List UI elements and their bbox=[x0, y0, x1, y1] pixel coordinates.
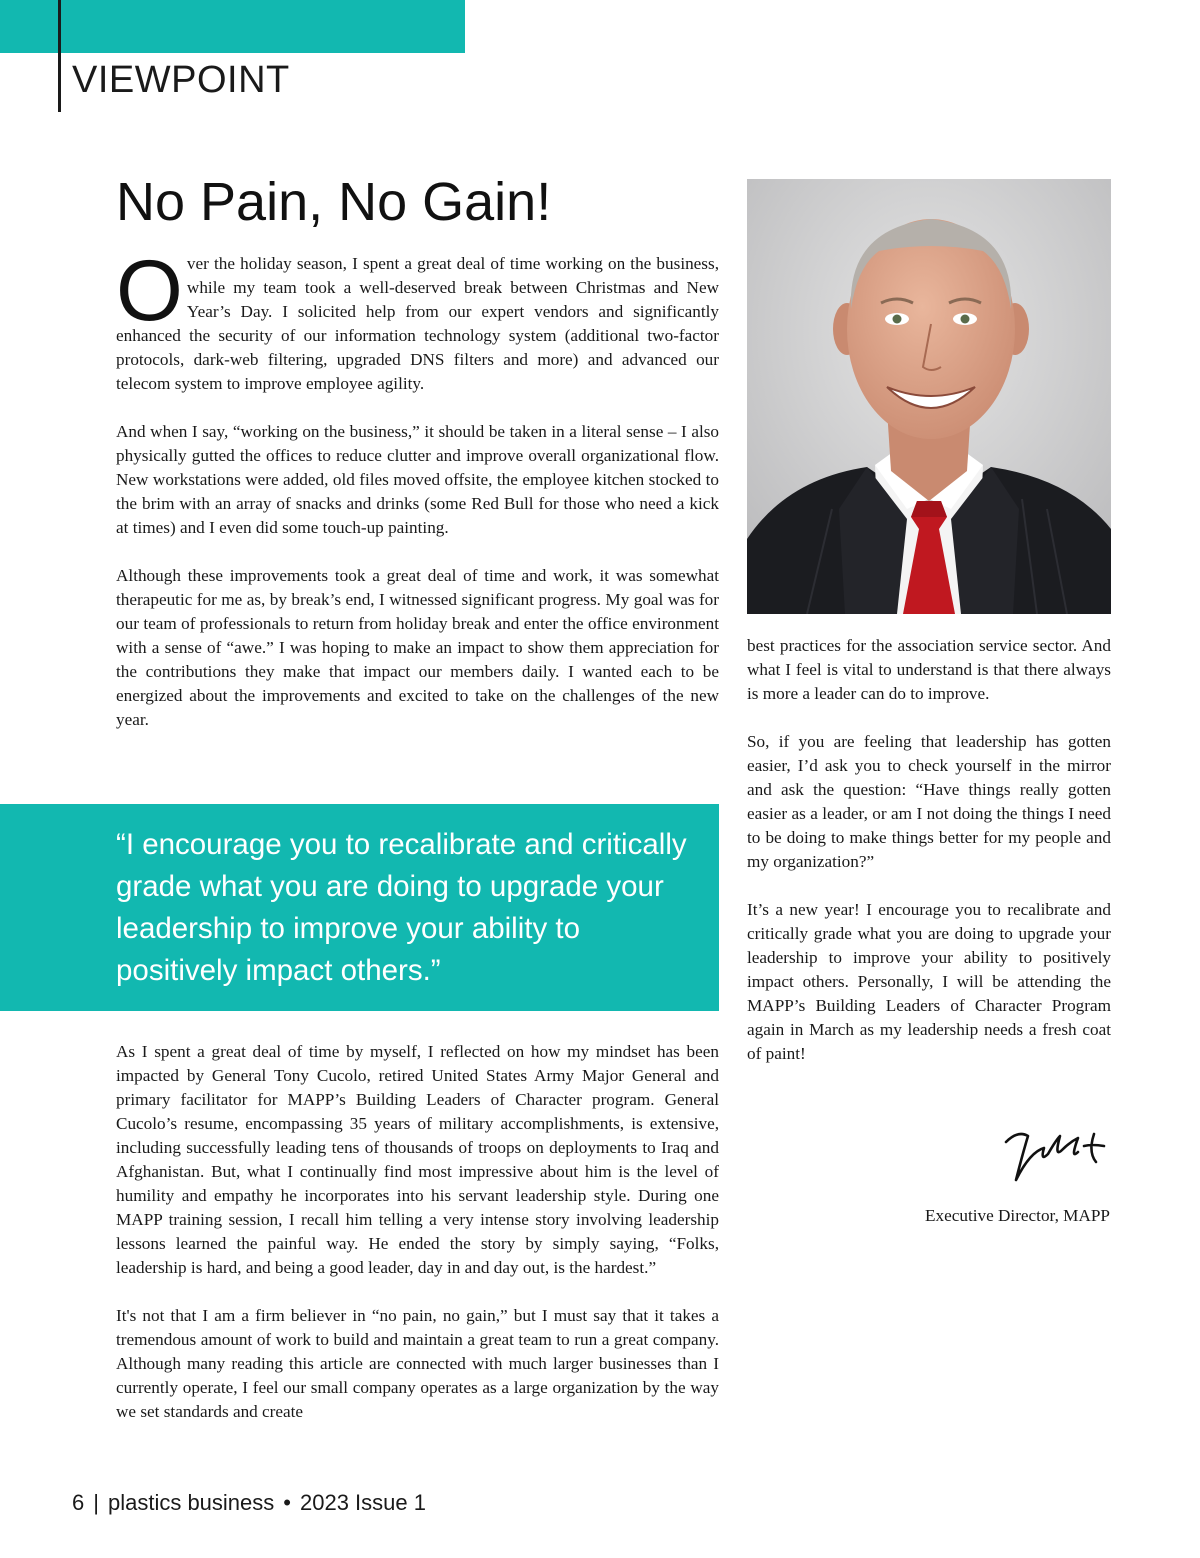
paragraph-8: It’s a new year! I encourage you to recalibrate and critically grade what you are doing to upgrade your leadership to improve your ability to positively impact others. Personally, I will be attending the MAPP’s Building Leaders of Character Program again in March as my leadership needs a fresh coat of paint! bbox=[747, 900, 1111, 1063]
left-column-top bbox=[116, 243, 719, 732]
pull-quote-text: “I encourage you to recalibrate and critically grade what you are doing to upgrade your leadership to improve your ability to positively impact others.” bbox=[116, 828, 687, 987]
paragraph-4: As I spent a great deal of time by myself, I reflected on how my mindset has been impacted by General Tony Cucolo, retired United States Army Major General and primary facilitator for MAPP’s Building Leaders of Character program. General Cucolo’s resume, encompassing 35 years of military accomplishments, is extensive, including successfully leading tens of thousands of troops on deployments to Iraq and Afghanistan. But, what I continually find most impressive about him is the level of humility and empathy he incorporates into his servant leadership style. During one MAPP training session, I recall him telling a very intense story involving leadership lessons learned the painful way. He ended the story by simply saying, “Folks, leadership is hard, and being a good leader, day in and day out, is the hardest.” bbox=[116, 1042, 719, 1277]
drop-cap: O bbox=[116, 243, 183, 339]
footer-bullet: • bbox=[283, 1490, 291, 1515]
section-label: VIEWPOINT bbox=[72, 59, 290, 101]
paragraph-5: It's not that I am a firm believer in “no pain, no gain,” but I must say that it takes a tremendous amount of work to build and maintain a great team to run a great company. Although many reading this article are connected with much larger businesses than I currently operate, I feel our small company operates as a large organization by the way we set standards and create bbox=[116, 1306, 719, 1421]
author-signoff: Executive Director, MAPP bbox=[925, 1206, 1110, 1225]
header-accent-bar bbox=[0, 0, 465, 53]
paragraph-3: Although these improvements took a great deal of time and work, it was somewhat therapeutic for me as, by break’s end, I witnessed significant progress. My goal was for our team of professionals to return from holiday break and enter the office environment with a sense of “awe.” I was hoping to make an impact to show them appreciation for the contributions they make that impact our members daily. I wanted each to be energized about the improvements and excited to take on the challenges of the new year. bbox=[116, 566, 719, 729]
intro-text: ver the holiday season, I spent a great deal of time working on the business, while my team took a well-deserved break between Christmas and New Year’s Day. I solicited help from our expert vendors and significantly enhanced the security of our information technology system (additional two-factor protocols, dark-web filtering, upgraded DNS filters and more) and advanced our telecom system to improve employee agility. bbox=[116, 254, 719, 393]
article-title: No Pain, No Gain! bbox=[116, 172, 552, 232]
paragraph-2: And when I say, “working on the business,” it should be taken in a literal sense – I also physically gutted the offices to reduce clutter and improve overall organizational flow. New workstations were added, old files moved offsite, the employee kitchen stocked to the brim with an array of snacks and drinks (some Red Bull for those who need a kick at times) and I even did some touch-up painting. bbox=[116, 422, 719, 537]
section-rule bbox=[58, 0, 61, 112]
left-column-bottom bbox=[116, 1040, 719, 1424]
footer-divider: | bbox=[93, 1490, 99, 1515]
issue-label: 2023 Issue 1 bbox=[299, 1490, 426, 1515]
paragraph-6: best practices for the association service sector. And what I feel is vital to understand is that there always is more a leader can do to improve. bbox=[747, 636, 1111, 703]
handwritten-signature bbox=[1000, 1122, 1110, 1192]
pull-quote-box bbox=[0, 804, 719, 1011]
page-footer bbox=[72, 1490, 426, 1516]
publication-name: plastics business bbox=[107, 1490, 275, 1515]
paragraph-7: So, if you are feeling that leadership has gotten easier, I’d ask you to check yourself in the mirror and ask the question: “Have things really gotten easier as a leader, or am I not doing the things I need to be doing to make things better for my people and my organization?” bbox=[747, 732, 1111, 871]
page-number: 6 bbox=[72, 1490, 85, 1515]
right-column bbox=[747, 634, 1111, 1066]
author-portrait bbox=[747, 179, 1111, 614]
intro-paragraph bbox=[116, 243, 719, 396]
